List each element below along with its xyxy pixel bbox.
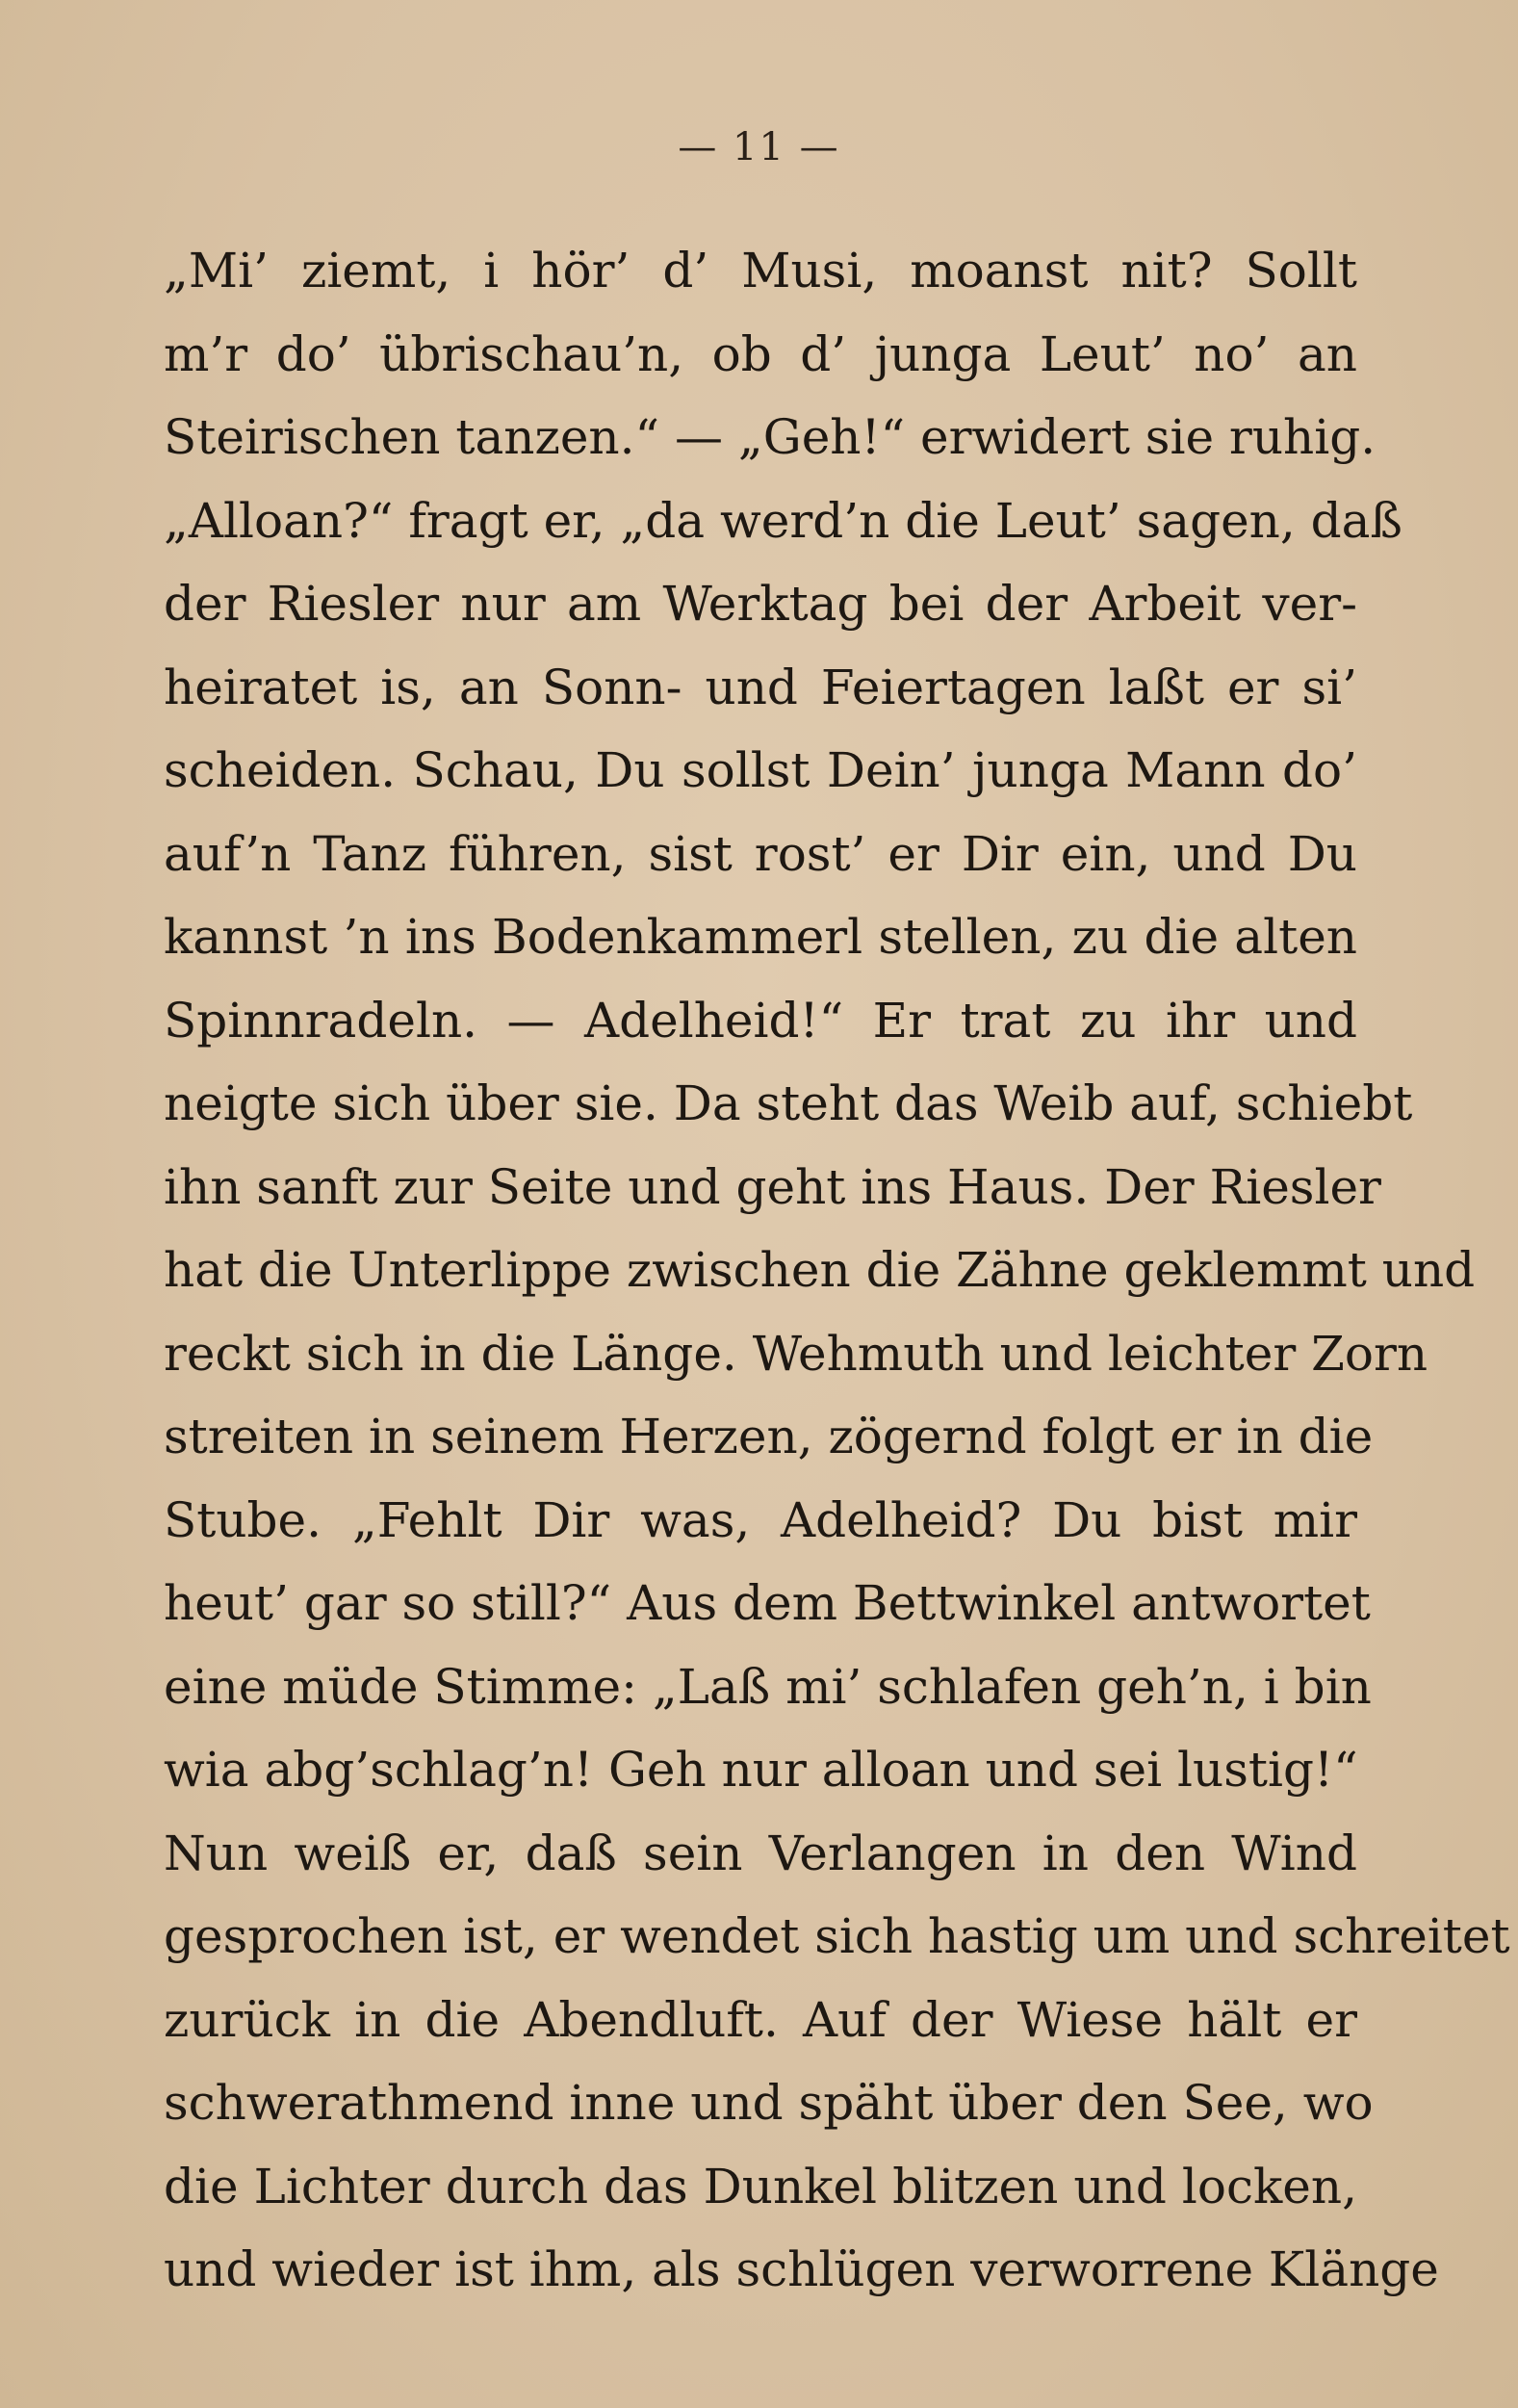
text-line: scheiden. Schau, Du sollst Dein’ junga Mann do’ [164,742,1357,798]
text-line: Steirischen tanzen.“ — „Geh!“ erwidert sie ruhig. [164,409,1376,465]
text-line: und wieder ist ihm, als schlügen verworrene Klänge [164,2241,1439,2297]
text-line: hat die Unterlippe zwischen die Zähne geklemmt und [164,1242,1476,1298]
text-line: m’r do’ übrischau’n, ob d’ junga Leut’ no’ an [164,325,1357,382]
text-line: heiratet is, an Sonn- und Feiertagen laßt er si’ [164,659,1357,715]
page-number: — 11 — [678,125,840,169]
text-line: Nun weiß er, daß sein Verlangen in den Wind [164,1825,1357,1881]
text-line: streiten in seinem Herzen, zögernd folgt er in die [164,1409,1374,1464]
text-line: die Lichter durch das Dunkel blitzen und locken, [164,2158,1357,2214]
text-line: kannst ’n ins Bodenkammerl stellen, zu die alten [164,909,1357,965]
text-line: eine müde Stimme: „Laß mi’ schlafen geh’n, i bin [164,1658,1372,1715]
text-line: schwerathmend inne und späht über den See, wo [164,2075,1374,2131]
text-line: neigte sich über sie. Da steht das Weib auf, schiebt [164,1075,1413,1131]
text-line: Spinnradeln. — Adelheid!“ Er trat zu ihr und [164,992,1357,1049]
text-line: ihn sanft zur Seite und geht ins Haus. Der Riesler [164,1158,1381,1215]
text-line: reckt sich in die Länge. Wehmuth und leichter Zorn [164,1325,1428,1382]
text-line: zurück in die Abendluft. Auf der Wiese hält er [164,1991,1357,2048]
text-line: Stube. „Fehlt Dir was, Adelheid? Du bist mir [164,1491,1357,1548]
body-text [164,229,1510,2312]
text-line: auf’n Tanz führen, sist rost’ er Dir ein, und Du [164,825,1357,882]
text-line: gesprochen ist, er wendet sich hastig um und schreitet [164,1908,1510,1964]
text-line: „Mi’ ziemt, i hör’ d’ Musi, moanst nit? Sollt [164,243,1357,298]
text-line: heut’ gar so still?“ Aus dem Bettwinkel antwortet [164,1575,1371,1631]
text-line: der Riesler nur am Werktag bei der Arbeit ver- [164,576,1357,632]
text-line: „Alloan?“ fragt er, „da werd’n die Leut’ sagen, daß [164,492,1402,549]
text-line: wia abg’schlag’n! Geh nur alloan und sei lustig!“ [164,1742,1358,1798]
